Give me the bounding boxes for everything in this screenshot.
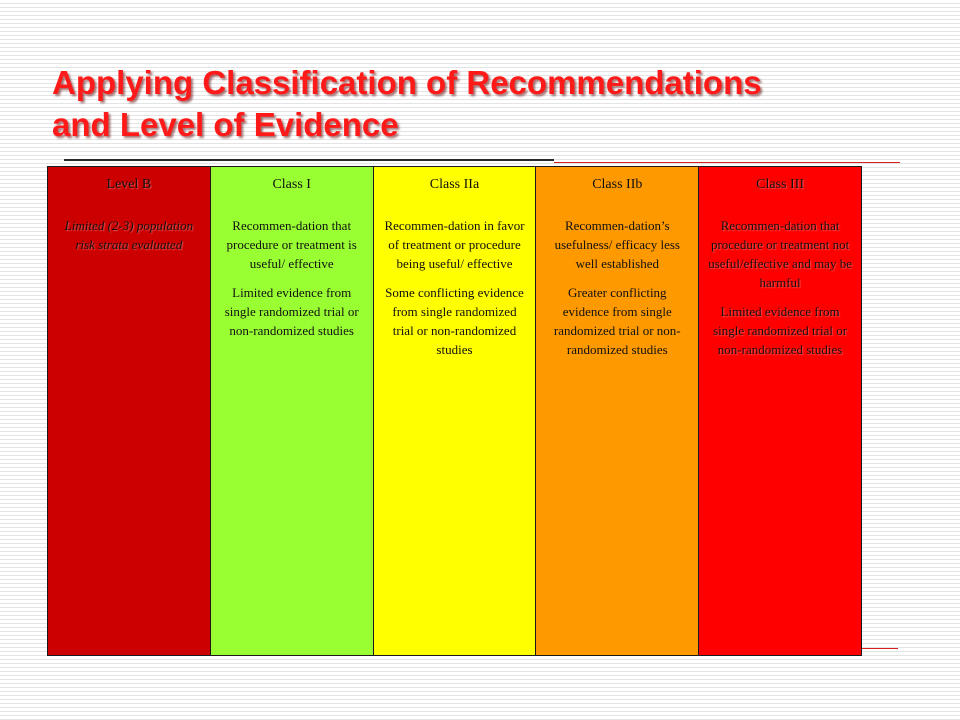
column-text: Greater conflicting evidence from single randomized trial or non-randomized studies	[553, 285, 681, 357]
column-header: Class IIa	[429, 177, 480, 192]
column-text: Recommen-dation that procedure or treatment not useful/effective and may be harmful	[708, 218, 852, 290]
column-text: Limited evidence from single randomized trial or non-randomized studies	[224, 285, 359, 338]
column-text: Recommen-dation’s usefulness/ efficacy less well established	[554, 218, 680, 271]
column-text: Limited (2-3) population risk strata evaluated	[64, 218, 194, 252]
column-class-i	[211, 167, 373, 655]
column-text: Limited evidence from single randomized trial or non-randomized studies	[713, 304, 848, 357]
column-header: Class IIb	[592, 177, 643, 192]
column-text: Recommen-dation that procedure or treatment is useful/ effective	[226, 218, 357, 271]
column-level-b	[48, 167, 210, 655]
title-line-2: and Level of Evidence	[52, 106, 399, 143]
bottom-right-rule	[862, 648, 898, 649]
recommendation-table	[47, 166, 862, 656]
column-class-iii	[699, 167, 861, 655]
slide-title	[52, 62, 912, 146]
column-header: Class I	[272, 177, 311, 192]
column-text: Some conflicting evidence from single randomized trial or non-randomized studies	[385, 285, 524, 357]
column-text: Recommen-dation in favor of treatment or procedure being useful/ effective	[384, 218, 525, 271]
title-underline-dark	[64, 159, 554, 161]
title-underline-red	[554, 162, 900, 163]
column-header: Level B	[106, 177, 152, 192]
column-header: Class III	[756, 177, 804, 192]
column-class-iib	[536, 167, 698, 655]
column-class-iia	[374, 167, 536, 655]
title-line-1: Applying Classification of Recommendations	[52, 64, 762, 101]
